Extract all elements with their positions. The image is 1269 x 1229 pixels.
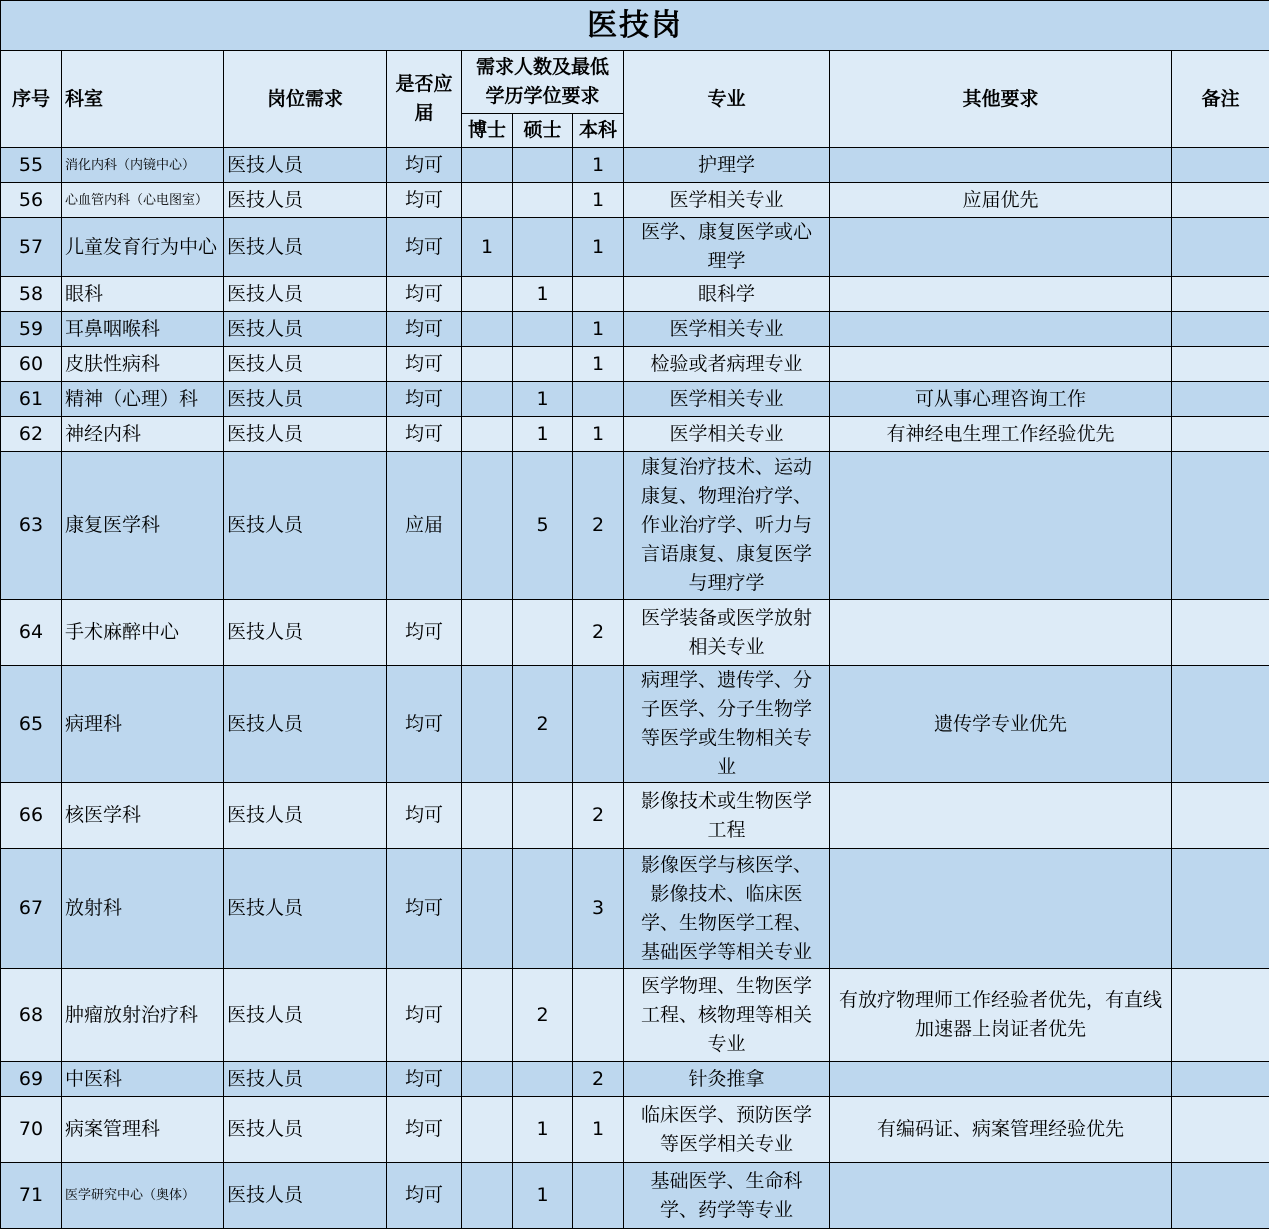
table-row: [1, 452, 1269, 600]
cell-master: [513, 218, 573, 277]
header-fresh: 是否应届: [387, 51, 462, 148]
cell-other: [830, 452, 1172, 600]
header-major: 专业: [624, 51, 830, 148]
cell-major: 临床医学、预防医学等医学相关专业: [624, 1097, 830, 1163]
cell-master: 2: [513, 969, 573, 1062]
cell-other: [830, 1163, 1172, 1229]
cell-seq: 65: [1, 666, 62, 783]
cell-master: [513, 312, 573, 347]
cell-bachelor: 1: [573, 218, 624, 277]
cell-fresh: 均可: [387, 183, 462, 218]
cell-fresh: 均可: [387, 969, 462, 1062]
cell-seq: 66: [1, 783, 62, 849]
cell-other: 有编码证、病案管理经验优先: [830, 1097, 1172, 1163]
cell-fresh: 均可: [387, 1062, 462, 1097]
cell-major: 医学、康复医学或心理学: [624, 218, 830, 277]
cell-master: 2: [513, 666, 573, 783]
cell-major: 病理学、遗传学、分子医学、分子生物学等医学或生物相关专业: [624, 666, 830, 783]
cell-note: [1172, 1097, 1269, 1163]
cell-fresh: 均可: [387, 666, 462, 783]
cell-other: [830, 347, 1172, 382]
cell-seq: 62: [1, 417, 62, 452]
cell-position: 医技人员: [224, 969, 387, 1062]
cell-bachelor: 2: [573, 600, 624, 666]
cell-dept: 中医科: [62, 1062, 224, 1097]
cell-phd: [462, 1062, 513, 1097]
cell-phd: [462, 1163, 513, 1229]
cell-other: [830, 148, 1172, 183]
table-row: [1, 218, 1269, 277]
cell-master: 1: [513, 277, 573, 312]
cell-seq: 70: [1, 1097, 62, 1163]
cell-other: [830, 849, 1172, 969]
cell-other: [830, 277, 1172, 312]
cell-seq: 56: [1, 183, 62, 218]
cell-position: 医技人员: [224, 783, 387, 849]
cell-dept: 皮肤性病科: [62, 347, 224, 382]
cell-phd: [462, 666, 513, 783]
header-demand: 需求人数及最低学历学位要求: [462, 51, 624, 114]
header-seq: 序号: [1, 51, 62, 148]
cell-phd: [462, 849, 513, 969]
cell-dept: 手术麻醉中心: [62, 600, 224, 666]
cell-major: 护理学: [624, 148, 830, 183]
cell-phd: [462, 382, 513, 417]
cell-position: 医技人员: [224, 666, 387, 783]
cell-other: 遗传学专业优先: [830, 666, 1172, 783]
table-row: [1, 1097, 1269, 1163]
cell-dept: 神经内科: [62, 417, 224, 452]
cell-dept: 病案管理科: [62, 1097, 224, 1163]
cell-note: [1172, 148, 1269, 183]
table-row: [1, 1062, 1269, 1097]
cell-fresh: 均可: [387, 1097, 462, 1163]
cell-bachelor: 1: [573, 417, 624, 452]
cell-phd: [462, 183, 513, 218]
cell-bachelor: 1: [573, 347, 624, 382]
cell-master: 5: [513, 452, 573, 600]
cell-other: 应届优先: [830, 183, 1172, 218]
table-row: [1, 600, 1269, 666]
cell-position: 医技人员: [224, 347, 387, 382]
cell-fresh: 均可: [387, 783, 462, 849]
cell-fresh: 均可: [387, 218, 462, 277]
cell-note: [1172, 969, 1269, 1062]
cell-bachelor: 2: [573, 1062, 624, 1097]
table-row: [1, 183, 1269, 218]
cell-dept: 放射科: [62, 849, 224, 969]
cell-phd: [462, 1097, 513, 1163]
cell-bachelor: [573, 969, 624, 1062]
cell-note: [1172, 1163, 1269, 1229]
table-row: [1, 312, 1269, 347]
table-title: 医技岗: [1, 1, 1269, 51]
cell-note: [1172, 347, 1269, 382]
cell-position: 医技人员: [224, 382, 387, 417]
cell-master: [513, 148, 573, 183]
cell-phd: [462, 783, 513, 849]
cell-position: 医技人员: [224, 148, 387, 183]
cell-fresh: 均可: [387, 600, 462, 666]
cell-major: 影像技术或生物医学工程: [624, 783, 830, 849]
cell-phd: 1: [462, 218, 513, 277]
cell-master: 1: [513, 1097, 573, 1163]
cell-master: [513, 347, 573, 382]
cell-dept: 精神（心理）科: [62, 382, 224, 417]
cell-phd: [462, 417, 513, 452]
cell-position: 医技人员: [224, 277, 387, 312]
cell-major: 基础医学、生命科学、药学等专业: [624, 1163, 830, 1229]
cell-dept: 康复医学科: [62, 452, 224, 600]
cell-bachelor: 2: [573, 783, 624, 849]
header-phd: 博士: [462, 114, 513, 148]
cell-position: 医技人员: [224, 1097, 387, 1163]
cell-dept: 医学研究中心（奥体）: [62, 1163, 224, 1229]
cell-seq: 60: [1, 347, 62, 382]
header-master: 硕士: [513, 114, 573, 148]
cell-position: 医技人员: [224, 218, 387, 277]
cell-dept: 消化内科（内镜中心）: [62, 148, 224, 183]
cell-note: [1172, 277, 1269, 312]
cell-bachelor: 1: [573, 312, 624, 347]
cell-other: 有放疗物理师工作经验者优先，有直线加速器上岗证者优先: [830, 969, 1172, 1062]
cell-note: [1172, 849, 1269, 969]
cell-bachelor: [573, 277, 624, 312]
header-other: 其他要求: [830, 51, 1172, 148]
cell-position: 医技人员: [224, 849, 387, 969]
cell-seq: 61: [1, 382, 62, 417]
cell-fresh: 均可: [387, 148, 462, 183]
cell-major: 医学物理、生物医学工程、核物理等相关专业: [624, 969, 830, 1062]
table-body: [1, 148, 1269, 1229]
table-row: [1, 382, 1269, 417]
cell-bachelor: [573, 382, 624, 417]
cell-major: 医学相关专业: [624, 417, 830, 452]
cell-fresh: 均可: [387, 1163, 462, 1229]
cell-seq: 71: [1, 1163, 62, 1229]
cell-note: [1172, 382, 1269, 417]
table-row: [1, 347, 1269, 382]
header-bachelor: 本科: [573, 114, 624, 148]
cell-fresh: 均可: [387, 417, 462, 452]
cell-seq: 69: [1, 1062, 62, 1097]
cell-fresh: 均可: [387, 312, 462, 347]
cell-position: 医技人员: [224, 417, 387, 452]
cell-note: [1172, 666, 1269, 783]
table-row: [1, 849, 1269, 969]
cell-bachelor: 1: [573, 1097, 624, 1163]
cell-phd: [462, 277, 513, 312]
cell-seq: 57: [1, 218, 62, 277]
cell-master: 1: [513, 382, 573, 417]
cell-seq: 68: [1, 969, 62, 1062]
cell-seq: 59: [1, 312, 62, 347]
cell-master: [513, 849, 573, 969]
cell-fresh: 均可: [387, 382, 462, 417]
cell-seq: 58: [1, 277, 62, 312]
table-row: [1, 277, 1269, 312]
cell-bachelor: 1: [573, 148, 624, 183]
cell-phd: [462, 312, 513, 347]
cell-seq: 55: [1, 148, 62, 183]
cell-bachelor: 1: [573, 183, 624, 218]
cell-master: 1: [513, 417, 573, 452]
cell-dept: 耳鼻咽喉科: [62, 312, 224, 347]
cell-position: 医技人员: [224, 452, 387, 600]
table-row: [1, 969, 1269, 1062]
table-row: [1, 417, 1269, 452]
header-dept: 科室: [62, 51, 224, 148]
header-note: 备注: [1172, 51, 1269, 148]
cell-major: 检验或者病理专业: [624, 347, 830, 382]
cell-major: 针灸推拿: [624, 1062, 830, 1097]
cell-note: [1172, 218, 1269, 277]
header-position: 岗位需求: [224, 51, 387, 148]
cell-note: [1172, 312, 1269, 347]
cell-dept: 病理科: [62, 666, 224, 783]
cell-master: [513, 600, 573, 666]
cell-other: [830, 1062, 1172, 1097]
cell-phd: [462, 969, 513, 1062]
cell-fresh: 均可: [387, 347, 462, 382]
cell-position: 医技人员: [224, 1062, 387, 1097]
cell-master: 1: [513, 1163, 573, 1229]
cell-major: 医学装备或医学放射相关专业: [624, 600, 830, 666]
cell-master: [513, 1062, 573, 1097]
cell-master: [513, 183, 573, 218]
cell-note: [1172, 1062, 1269, 1097]
table-row: [1, 666, 1269, 783]
cell-dept: 眼科: [62, 277, 224, 312]
cell-phd: [462, 452, 513, 600]
cell-position: 医技人员: [224, 1163, 387, 1229]
cell-dept: 儿童发育行为中心: [62, 218, 224, 277]
cell-note: [1172, 417, 1269, 452]
cell-other: 可从事心理咨询工作: [830, 382, 1172, 417]
cell-phd: [462, 347, 513, 382]
cell-major: 眼科学: [624, 277, 830, 312]
cell-phd: [462, 148, 513, 183]
cell-bachelor: 3: [573, 849, 624, 969]
cell-note: [1172, 183, 1269, 218]
cell-seq: 67: [1, 849, 62, 969]
cell-major: 医学相关专业: [624, 382, 830, 417]
cell-major: 医学相关专业: [624, 183, 830, 218]
cell-fresh: 均可: [387, 277, 462, 312]
table-row: [1, 783, 1269, 849]
cell-dept: 核医学科: [62, 783, 224, 849]
cell-seq: 63: [1, 452, 62, 600]
cell-position: 医技人员: [224, 312, 387, 347]
table-row: [1, 148, 1269, 183]
cell-bachelor: [573, 1163, 624, 1229]
cell-fresh: 均可: [387, 849, 462, 969]
cell-major: 康复治疗技术、运动康复、物理治疗学、作业治疗学、听力与言语康复、康复医学与理疗学: [624, 452, 830, 600]
cell-seq: 64: [1, 600, 62, 666]
cell-note: [1172, 452, 1269, 600]
cell-position: 医技人员: [224, 600, 387, 666]
table-row: [1, 1163, 1269, 1229]
cell-position: 医技人员: [224, 183, 387, 218]
cell-other: [830, 600, 1172, 666]
cell-other: [830, 783, 1172, 849]
cell-dept: 肿瘤放射治疗科: [62, 969, 224, 1062]
cell-master: [513, 783, 573, 849]
cell-note: [1172, 600, 1269, 666]
cell-other: 有神经电生理工作经验优先: [830, 417, 1172, 452]
cell-bachelor: [573, 666, 624, 783]
cell-bachelor: 2: [573, 452, 624, 600]
cell-major: 医学相关专业: [624, 312, 830, 347]
cell-note: [1172, 783, 1269, 849]
cell-phd: [462, 600, 513, 666]
cell-other: [830, 218, 1172, 277]
cell-major: 影像医学与核医学、影像技术、临床医学、生物医学工程、基础医学等相关专业: [624, 849, 830, 969]
cell-fresh: 应届: [387, 452, 462, 600]
cell-dept: 心血管内科（心电图室）: [62, 183, 224, 218]
cell-other: [830, 312, 1172, 347]
